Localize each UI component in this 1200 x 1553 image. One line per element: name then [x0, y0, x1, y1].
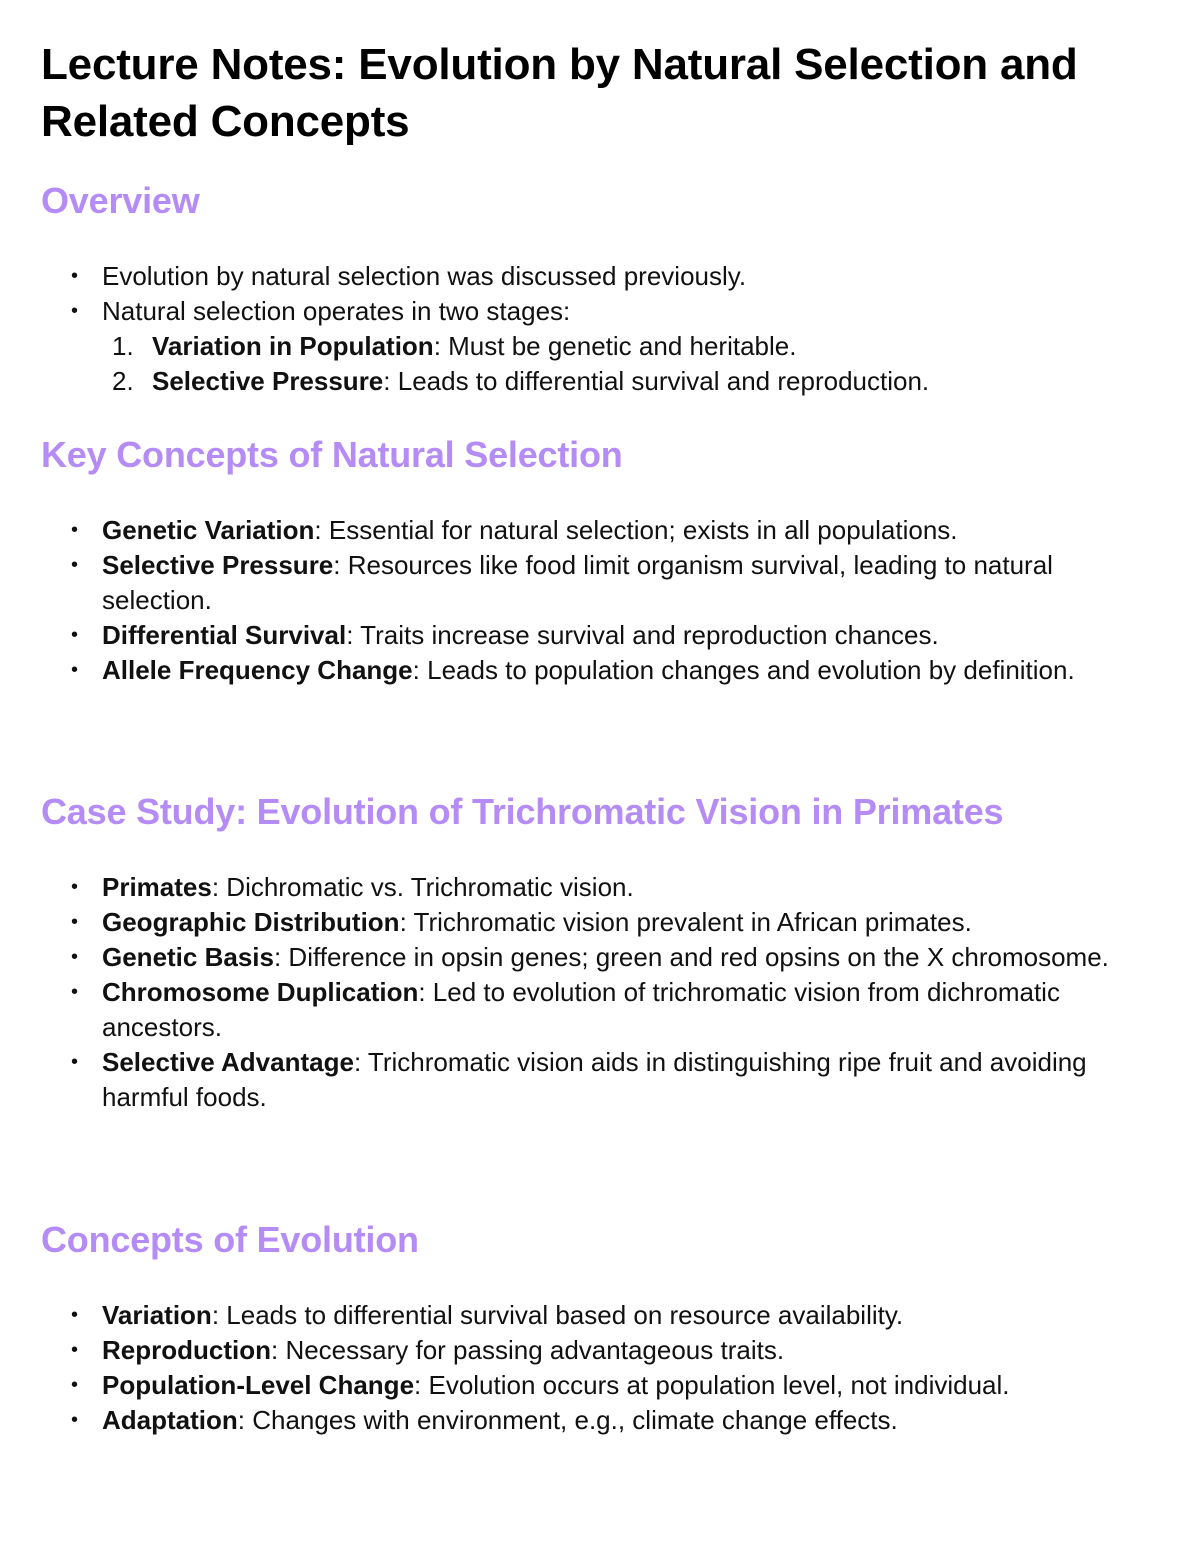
term: Selective Pressure [152, 366, 384, 396]
overview-section [41, 179, 1160, 399]
case-study-list [41, 870, 1160, 1115]
key-concepts-heading: Key Concepts of Natural Selection [41, 434, 623, 475]
term: Selective Pressure [102, 550, 334, 580]
list-item: • Evolution by natural selection was discussed previously. [41, 259, 1160, 294]
term: Variation [102, 1300, 212, 1330]
list-item: 1. Variation in Population: Must be genetic and heritable. [112, 331, 797, 361]
term: Geographic Distribution [102, 907, 400, 937]
evolution-concepts-list [41, 1298, 1160, 1438]
list-item: 2. Selective Pressure: Leads to differential survival and reproduction. [112, 366, 930, 396]
case-study-section [41, 790, 1160, 1115]
list-item: • Genetic Variation: Essential for natural selection; exists in all populations. [41, 513, 1160, 548]
term: Allele Frequency Change [102, 655, 413, 685]
key-concepts-section [41, 433, 1160, 688]
list-item: • Primates: Dichromatic vs. Trichromatic vision. [41, 870, 1160, 905]
evolution-concepts-heading: Concepts of Evolution [41, 1219, 419, 1260]
key-concepts-list [41, 513, 1160, 688]
stages-list [41, 329, 1160, 399]
term: Adaptation [102, 1405, 238, 1435]
list-item: • Chromosome Duplication: Led to evolution of trichromatic vision from dichromatic ancestors. [41, 975, 1160, 1045]
term: Selective Advantage [102, 1047, 354, 1077]
list-item: • Reproduction: Necessary for passing advantageous traits. [41, 1333, 1160, 1368]
list-item: • Variation: Leads to differential survival based on resource availability. [41, 1298, 1160, 1333]
case-study-heading: Case Study: Evolution of Trichromatic Vision in Primates [41, 791, 1004, 832]
overview-list [41, 259, 1160, 329]
term: Genetic Basis [102, 942, 274, 972]
list-item: • Population-Level Change: Evolution occurs at population level, not individual. [41, 1368, 1160, 1403]
list-item: • Genetic Basis: Difference in opsin genes; green and red opsins on the X chromosome. [41, 940, 1160, 975]
list-item: • Allele Frequency Change: Leads to population changes and evolution by definition. [41, 653, 1160, 688]
evolution-concepts-section [41, 1218, 1160, 1438]
list-item: • Selective Pressure: Resources like food limit organism survival, leading to natural selection. [41, 548, 1160, 618]
page-title: Lecture Notes: Evolution by Natural Selection and Related Concepts [41, 40, 1078, 146]
term: Differential Survival [102, 620, 347, 650]
list-item: • Adaptation: Changes with environment, e.g., climate change effects. [41, 1403, 1160, 1438]
overview-heading: Overview [41, 180, 200, 221]
term: Genetic Variation [102, 515, 315, 545]
term: Population-Level Change [102, 1370, 415, 1400]
list-item: • Natural selection operates in two stages: [41, 294, 1160, 329]
term: Reproduction [102, 1335, 271, 1365]
term: Chromosome Duplication [102, 977, 419, 1007]
term: Primates [102, 872, 212, 902]
term: Variation in Population [152, 331, 434, 361]
list-item: • Selective Advantage: Trichromatic vision aids in distinguishing ripe fruit and avoiding harmful foods. [41, 1045, 1160, 1115]
list-item: • Geographic Distribution: Trichromatic vision prevalent in African primates. [41, 905, 1160, 940]
list-item: • Differential Survival: Traits increase survival and reproduction chances. [41, 618, 1160, 653]
